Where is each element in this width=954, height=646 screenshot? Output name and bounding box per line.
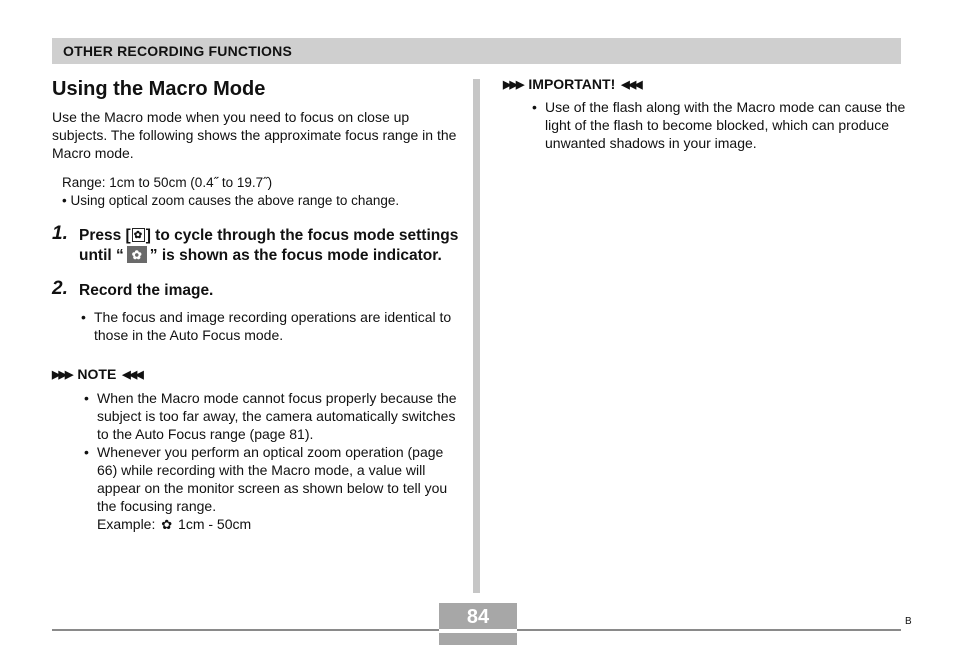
step-2-number: 2. xyxy=(52,278,68,299)
step-1-number: 1. xyxy=(52,223,68,244)
range-note: • Using optical zoom causes the above range to change. xyxy=(62,193,400,208)
note-label: NOTE xyxy=(77,366,117,382)
range-text: Range: 1cm to 50cm (0.4˝ to 19.7˝) xyxy=(62,175,273,190)
example-value: 1cm - 50cm xyxy=(178,516,252,532)
corner-letter: B xyxy=(905,616,912,627)
page-number-box xyxy=(439,603,517,645)
example-line xyxy=(52,515,462,534)
page-title: Using the Macro Mode xyxy=(52,78,266,100)
important-heading xyxy=(503,76,903,92)
important-list xyxy=(503,98,908,152)
left-column xyxy=(52,76,462,534)
triple-arrow-left-icon: ◀◀◀ xyxy=(122,368,142,381)
page-number: 84 xyxy=(466,606,490,628)
note-list xyxy=(52,389,462,515)
triple-arrow-right-icon: ▶▶▶ xyxy=(503,78,523,91)
intro-paragraph: Use the Macro mode when you need to focus on close up subjects. The following shows the approximate focus range in the Macro mode. xyxy=(52,109,457,161)
important-label: IMPORTANT! xyxy=(528,76,616,92)
note-heading xyxy=(52,366,462,382)
page-box-separator xyxy=(439,629,517,633)
section-header-bar xyxy=(52,38,901,64)
step-2-text: Record the image. xyxy=(79,282,214,299)
triple-arrow-left-icon: ◀◀◀ xyxy=(621,78,641,91)
section-title: OTHER RECORDING FUNCTIONS xyxy=(63,43,292,59)
step-1 xyxy=(52,223,462,266)
list-item: • Use of the flash along with the Macro mode can cause the light of the flash to become blocked, which can produce unwanted shadows in your image. xyxy=(530,98,908,152)
list-item: • When the Macro mode cannot focus properly because the subject is too far away, the camera automatically switches to the Auto Focus range (page 81). xyxy=(82,389,462,443)
example-label: Example: xyxy=(97,516,156,532)
step-2-bullets xyxy=(52,308,462,344)
column-divider xyxy=(473,79,480,593)
step-1-text xyxy=(79,226,462,266)
step-2 xyxy=(52,278,462,301)
list-item: • The focus and image recording operations are identical to those in the Auto Focus mode. xyxy=(79,308,462,344)
triple-arrow-right-icon: ▶▶▶ xyxy=(52,368,72,381)
step-1-text-a: Press [ xyxy=(79,227,131,244)
macro-small-icon: ✿ xyxy=(161,517,173,532)
step-1-text-b: ] to cycle through the focus mode settings until “ xyxy=(79,227,459,264)
list-item: • Whenever you perform an optical zoom operation (page 66) while recording with the Macro mode, a value will appear on the monitor screen as shown below to tell you the focusing range. xyxy=(82,443,462,515)
macro-key-icon xyxy=(132,228,145,242)
macro-indicator-icon xyxy=(127,246,147,263)
range-block xyxy=(52,174,462,210)
step-1-text-c: ” is shown as the focus mode indicator. xyxy=(149,247,442,264)
right-column xyxy=(503,76,906,152)
